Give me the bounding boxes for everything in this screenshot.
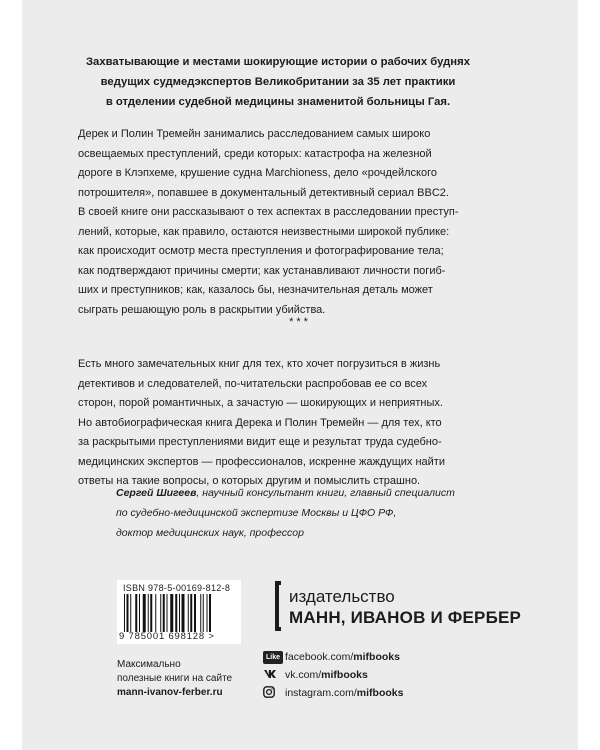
facebook-like-icon: Like (263, 650, 283, 664)
text-line: Есть много замечательных книг для тех, кто хочет погрузиться в жизнь (78, 358, 441, 370)
social-handle: mifbooks (321, 669, 368, 681)
section-separator: *** (289, 316, 311, 328)
description-paragraph (78, 125, 492, 320)
website-link[interactable]: mann-ivanov-ferber.ru (117, 687, 223, 698)
text-line: ших и преступников; как, казалось бы, незначительная деталь может (78, 284, 433, 296)
text-line: как подтверждают причины смерти; как устанавливают личности погиб- (78, 264, 446, 277)
text-line: медицинских экспертов — профессионалов, искренне жаждущих найти (78, 455, 445, 468)
publisher-logo (275, 581, 555, 641)
social-handle: mifbooks (356, 687, 404, 699)
reviewer-degree: доктор медицинских наук, профессор (116, 527, 304, 539)
text-line: как происходит осмотр места преступления и фотографирование тела; (78, 245, 444, 257)
text-line: за раскрытыми преступлениями видит еще и результат труда судебно- (78, 436, 442, 448)
text-line: лений, которые, как правило, остаются неизвестными широкой публике: (78, 225, 450, 238)
social-prefix: facebook.com/ (285, 651, 354, 663)
note-line: Максимально (117, 659, 181, 670)
note-line: полезные книги на сайте (117, 673, 233, 684)
vk-icon (263, 668, 277, 683)
barcode-icon (123, 594, 235, 632)
publisher-label: издательство (289, 587, 395, 606)
text-line: Дерек и Полин Тремейн занимались расследованием самых широко (78, 128, 431, 140)
website-note (117, 658, 277, 700)
text-line: В своей книге они рассказывают о тех аспектах в расследовании преступ- (78, 206, 459, 218)
reviewer-role: , научный консультант книги, главный специалист (196, 487, 455, 499)
isbn-barcode-block (117, 580, 241, 644)
text-line: дороге в Клэпхеме, крушение судна Marchioness, дело «рочдейлского (78, 167, 437, 179)
lead-line: ведущих судмедэкспертов Великобритании за 35 лет практики (100, 76, 456, 88)
lead-line: в отделении судебной медицины знаменитой больницы Гая. (105, 96, 451, 108)
text-line: сыграть решающую роль в раскрытии убийства. (78, 303, 326, 316)
text-line: потрошителя», попавшее в документальный детективный сериал BBC2. (78, 186, 449, 199)
publisher-name: МАНН, ИВАНОВ И ФЕРБЕР (289, 608, 522, 627)
text-line: освещаемых преступлений, среди которых: катастрофа на железной (78, 147, 432, 160)
review-paragraph (78, 355, 492, 492)
barcode-number: 9 785001 698128 > (119, 631, 215, 642)
reviewer-role-line: по судебно-медицинской экспертизе Москвы и ЦФО РФ, (116, 507, 397, 519)
lead-line: Захватывающие и местами шокирующие истории о рабочих буднях (85, 56, 471, 68)
isbn-label: ISBN 978-5-00169-812-8 (123, 583, 231, 593)
social-prefix: instagram.com/ (285, 687, 357, 699)
text-line: детективов и следователей, по-читательски распробовав ее со всех (78, 377, 428, 390)
reviewer-signature (116, 483, 516, 543)
text-line: сторон, порой романтичных, а зачастую — шокирующих и неприятных. (78, 397, 443, 409)
text-line: Но автобиографическая книга Дерека и Полин Тремейн — для тех, кто (78, 416, 442, 429)
reviewer-name: Сергей Шигеев (116, 487, 197, 499)
social-prefix: vk.com/ (285, 669, 322, 681)
social-handle: mifbooks (353, 651, 400, 663)
bracket-icon (275, 581, 281, 631)
instagram-icon (263, 686, 275, 701)
text-line: ответы на такие вопросы, о которых другим и помыслить страшно. (78, 475, 421, 487)
lead-text (80, 52, 476, 112)
